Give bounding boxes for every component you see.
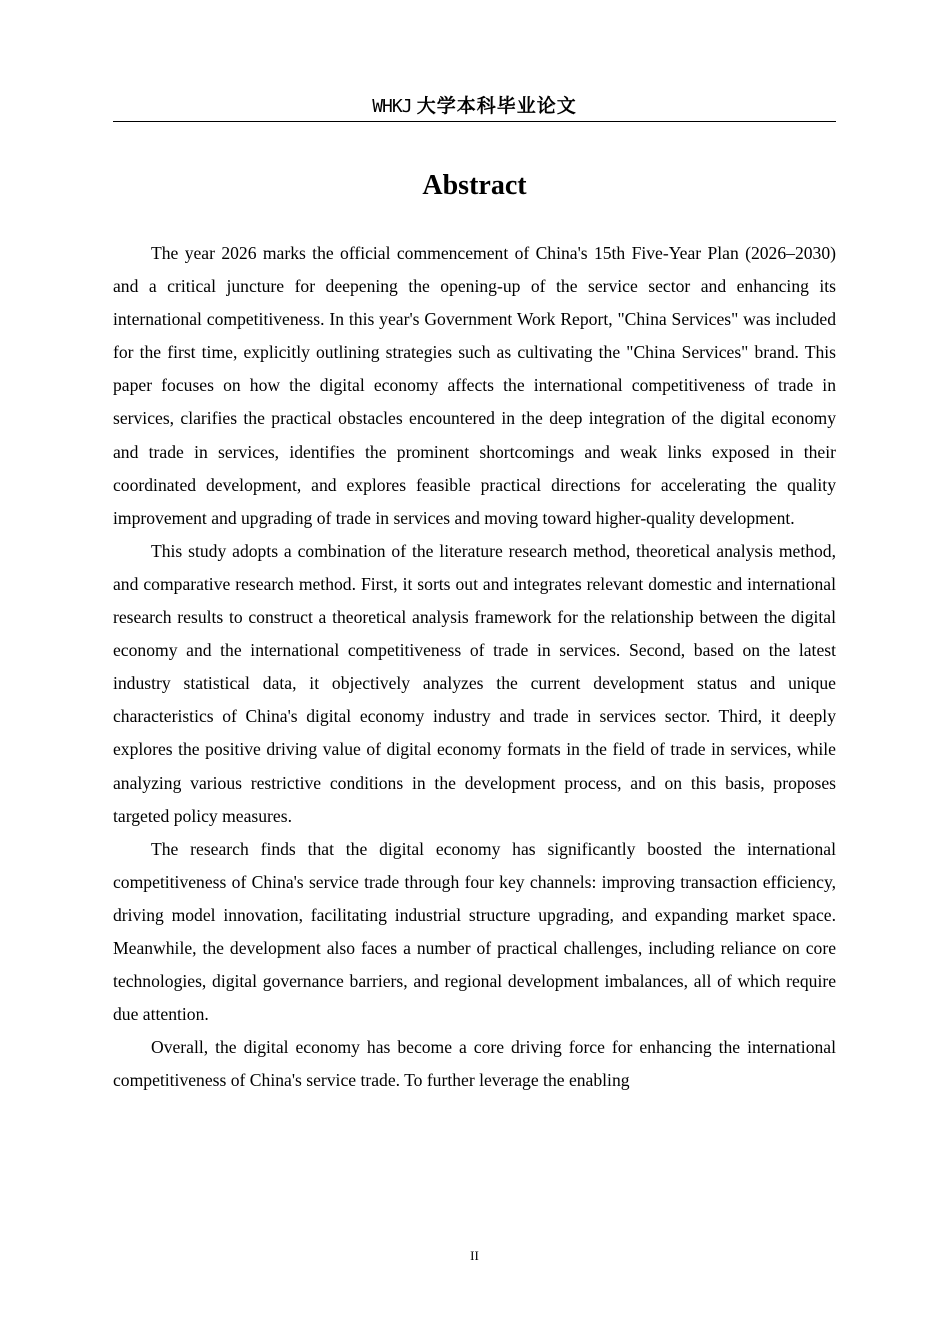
running-header [113,92,836,121]
header-rule [113,121,836,122]
abstract-paragraph-3: The research finds that the digital economy has significantly boosted the international competitiveness of China's service trade through four key channels: improving transaction efficiency, driving model innovation, facilitating industrial structure upgrading, and expanding market space. Meanwhile, the development also faces a number of practical challenges, including reliance on core technologies, digital governance barriers, and regional development imbalances, all of which require due attention. [113,838,836,1025]
header-document-type: 大学本科毕业论文 [416,95,577,117]
abstract-paragraph-1: The year 2026 marks the official commencement of China's 15th Five-Year Plan (2026–2030) and a critical juncture for deepening the opening-up of the service sector and enhancing its international competitiveness. In this year's Government Work Report, "China Services" was included for the first time, explicitly outlining strategies such as cultivating the "China Services" brand. This paper focuses on how the digital economy affects the international competitiveness of trade in services, clarifies the practical obstacles encountered in the deep integration of the digital economy and trade in services, identifies the prominent shortcomings and weak links exposed in their coordinated development, and explores feasible practical directions for accelerating the quality improvement and upgrading of trade in services and moving toward higher-quality development. [113,243,836,528]
header-institution-code: WHKJ [372,96,412,117]
abstract-paragraph-4: Overall, the digital economy has become a core driving force for enhancing the international competitiveness of China's service trade. To further leverage the enabling [113,1037,836,1091]
abstract-body [113,237,836,1097]
abstract-paragraph-2: This study adopts a combination of the literature research method, theoretical analysis method, and comparative research method. First, it sorts out and integrates relevant domestic and international research results to construct a theoretical analysis framework for the relationship between the digital economy and the international competitiveness of trade in services. Second, based on the latest industry statistical data, it objectively analyzes the current development status and unique characteristics of China's digital economy industry and trade in services sector. Third, it deeply explores the positive driving value of digital economy formats in the field of trade in services, while analyzing various restrictive conditions in the development process, and on this basis, proposes targeted policy measures. [113,540,836,826]
page-number: II [470,1248,479,1263]
abstract-title: Abstract [422,170,527,201]
